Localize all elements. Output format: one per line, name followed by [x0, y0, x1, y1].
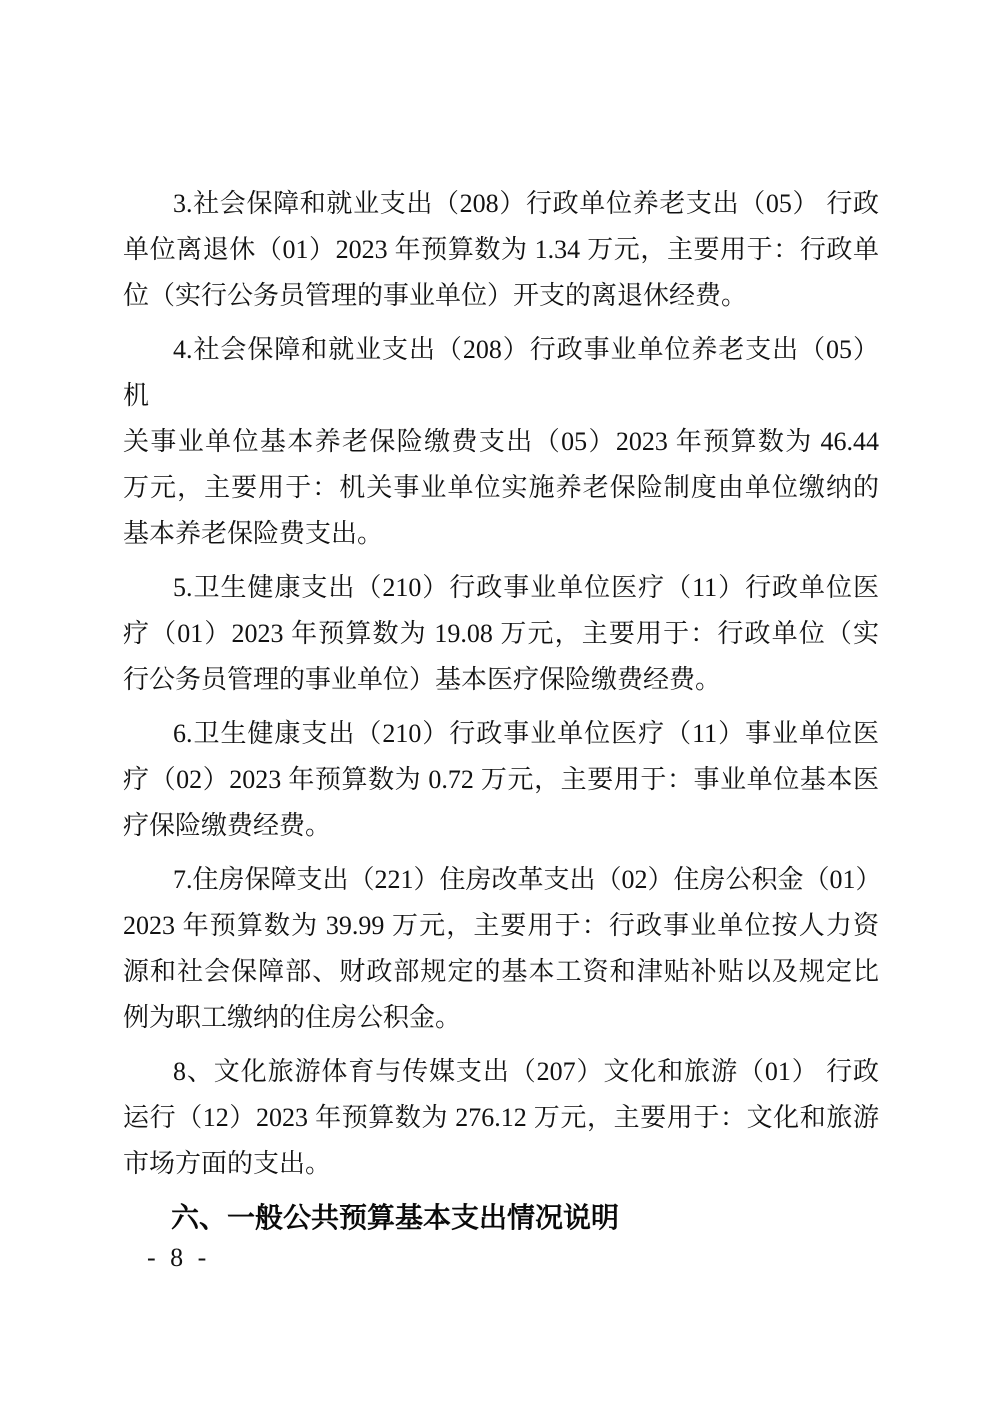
text-line: 源和社会保障部、财政部规定的基本工资和津贴补贴以及规定比 — [123, 957, 879, 986]
text-line: 4.社会保障和就业支出（208）行政事业单位养老支出（05） 机 — [123, 335, 879, 410]
paragraphs-container — [123, 181, 882, 1187]
item-7-housing-provident-fund — [123, 857, 882, 1041]
item-5-health-admin-medical — [123, 565, 879, 703]
text-line: 单位离退休（01）2023 年预算数为 1.34 万元，主要用于：行政单 — [123, 235, 879, 264]
text-line: 万元，主要用于：机关事业单位实施养老保险制度由单位缴纳的 — [123, 473, 879, 502]
section-heading: 六、一般公共预算基本支出情况说明 — [171, 1202, 620, 1233]
item-4-social-security-pension-contribution — [123, 327, 879, 557]
text-line: 7.住房保障支出（221）住房改革支出（02）住房公积金（01） — [173, 865, 882, 894]
text-line: 疗（02）2023 年预算数为 0.72 万元，主要用于：事业单位基本医 — [123, 765, 879, 794]
page-number: - 8 - — [147, 1243, 208, 1272]
text-line: 疗保险缴费经费。 — [123, 811, 332, 840]
text-line: 6.卫生健康支出（210）行政事业单位医疗（11）事业单位医 — [173, 719, 879, 748]
text-line: 疗（01）2023 年预算数为 19.08 万元，主要用于：行政单位（实 — [123, 619, 879, 648]
text-line: 行公务员管理的事业单位）基本医疗保险缴费经费。 — [123, 665, 722, 694]
item-6-health-institution-medical — [123, 711, 879, 849]
item-3-social-security-admin-retirement — [123, 181, 879, 319]
text-line: 运行（12）2023 年预算数为 276.12 万元，主要用于：文化和旅游 — [123, 1103, 879, 1132]
text-line: 5.卫生健康支出（210）行政事业单位医疗（11）行政单位医 — [173, 573, 879, 602]
text-line: 基本养老保险费支出。 — [123, 519, 384, 548]
text-line: 例为职工缴纳的住房公积金。 — [123, 1003, 462, 1032]
text-line: 3.社会保障和就业支出（208）行政单位养老支出（05） 行政 — [173, 189, 879, 218]
text-line: 8、文化旅游体育与传媒支出（207）文化和旅游（01） 行政 — [173, 1057, 879, 1086]
text-line: 2023 年预算数为 39.99 万元，主要用于：行政事业单位按人力资 — [123, 911, 879, 940]
item-8-culture-tourism-media — [123, 1049, 879, 1187]
document-body — [123, 181, 882, 1241]
text-line: 关事业单位基本养老保险缴费支出（05）2023 年预算数为 46.44 — [123, 427, 879, 456]
text-line: 市场方面的支出。 — [123, 1149, 332, 1178]
text-line: 位（实行公务员管理的事业单位）开支的离退休经费。 — [123, 281, 748, 310]
